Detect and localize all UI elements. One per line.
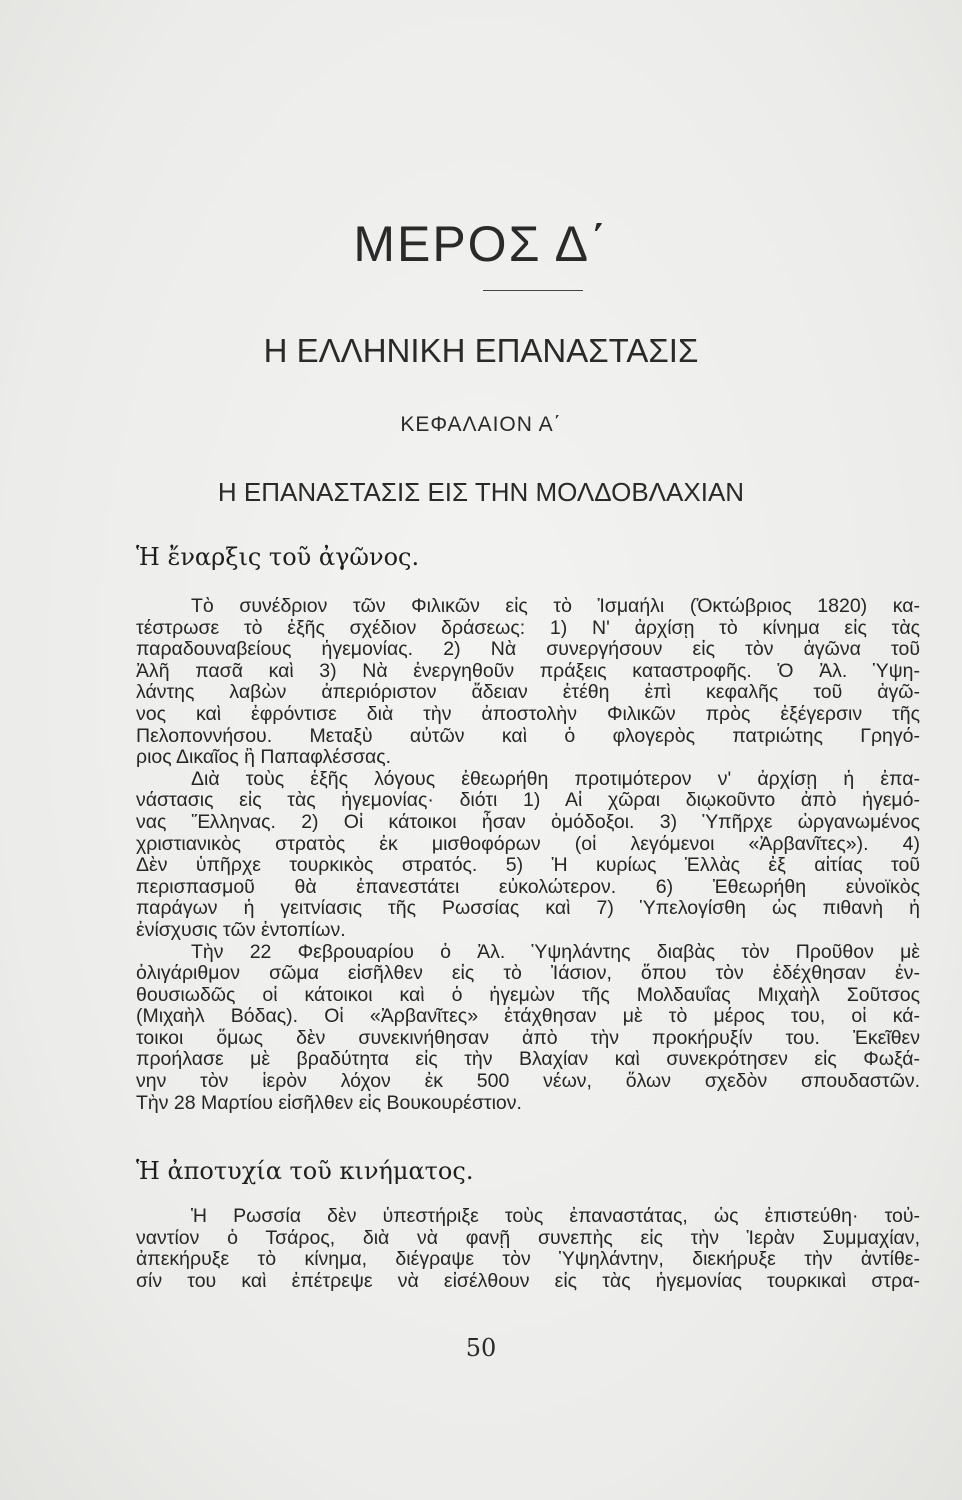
text-line: ριος Δικαῖος ἢ Παπαφλέσσας. <box>136 746 392 769</box>
text-line: Τὴν 28 Μαρτίου εἰσῆλθεν εἰς Βουκουρέστιον. <box>136 1091 522 1114</box>
revolution-title: Η ΕΛΛΗΝΙΚΗ ΕΠΑΝΑΣΤΑΣΙΣ <box>263 332 699 369</box>
text-line: ναντίον ὁ Τσάρος, διὰ νὰ φανῇ συνεπὴς εἰς τὴν Ἱερὰν Συμμαχίαν, <box>136 1226 920 1249</box>
section-heading-start-of-struggle: Ἡ ἔναρξις τοῦ ἀγῶνος. <box>136 543 420 571</box>
section-body-failure-of-movement <box>136 1206 920 1292</box>
text-line: λάντης λαβὼν ἀπεριόριστον ἄδειαν ἐτέθη ἐπὶ κεφαλῆς τοῦ ἀγῶ- <box>136 681 920 704</box>
text-line: Ἀλῆ πασᾶ καὶ 3) Νὰ ἐνεργηθοῦν πράξεις καταστροφῆς. Ὁ Ἀλ. Ὑψη- <box>136 659 920 682</box>
text-line: (Μιχαὴλ Βόδας). Οἱ «Ἀρβανῖτες» ἐτάχθησαν μὲ τὸ μέρος του, οἱ κά- <box>136 1005 920 1028</box>
text-line: σίν του καὶ ἐπέτρεψε νὰ εἰσέλθουν εἰς τὰς ἡγεμονίας τουρκικαὶ στρα- <box>136 1269 920 1292</box>
text-line: χριστιανικὸς στρατὸς ἐκ μισθοφόρων (οἱ λεγόμενοι «Ἀρβανῖτες»). 4) <box>136 832 920 855</box>
text-line: νος καὶ ἐφρόντισε διὰ τὴν ἀποστολὴν Φιλικῶν πρὸς ἐξέγερσιν τῆς <box>136 702 920 725</box>
text-line: προήλασε μὲ βραδύτητα εἰς τὴν Βλαχίαν καὶ συνεκρότησεν εἰς Φωξά- <box>136 1048 920 1071</box>
text-line: νας Ἕλληνας. 2) Οἱ κάτοικοι ἦσαν ὁμόδοξοι. 3) Ὑπῆρχε ὠργανωμένος <box>136 810 920 833</box>
text-line: Τὸ συνέδριον τῶν Φιλικῶν εἰς τὸ Ἰσμαήλι (Ὀκτώβριος 1820) κα- <box>191 595 920 617</box>
text-line: νάστασις εἰς τὰς ἡγεμονίας· διότι 1) Αἱ χῶραι διῳκοῦντο ἀπὸ ἡγεμό- <box>136 789 920 812</box>
text-line: ὀλιγάριθμον σῶμα εἰσῆλθεν εἰς τὸ Ἰάσιον, ὅπου τὸν ἐδέχθησαν ἐν- <box>136 962 920 985</box>
text-line: Διὰ τοὺς ἑξῆς λόγους ἐθεωρήθη προτιμότερον ν' ἀρχίσῃ ἡ ἐπα- <box>191 767 920 790</box>
text-line: παράγων ἡ γειτνίασις τῆς Ρωσσίας καὶ 7) Ὑπελογίσθη ὡς πιθανὴ ἡ <box>136 897 920 920</box>
chapter-label: ΚΕΦΑΛΑΙΟΝ Α΄ <box>400 413 562 436</box>
text-line: ἀπεκήρυξε τὸ κίνημα, διέγραψε τὸν Ὑψηλάντην, διεκήρυξε τὴν ἀντίθε- <box>136 1248 920 1271</box>
title-divider <box>483 290 583 291</box>
chapter-title: Η ΕΠΑΝΑΣΤΑΣΙΣ ΕΙΣ ΤΗΝ ΜΟΛΔΟΒΛΑΧΙΑΝ <box>217 477 745 507</box>
text-line: ἐνίσχυσις τῶν ἐντοπίων. <box>136 918 346 941</box>
text-line: θουσιωδῶς οἱ κάτοικοι καὶ ὁ ἡγεμὼν τῆς Μολδαυΐας Μιχαὴλ Σοῦτσος <box>136 983 920 1006</box>
text-line: Ἡ Ρωσσία δὲν ὑπεστήριξε τοὺς ἐπαναστάτας, ὡς ἐπιστεύθη· τοὐ- <box>191 1205 920 1227</box>
text-line: περισπασμοῦ θὰ ἐπανεστάτει εὐκολώτερον. 6) Ἐθεωρήθη εὐνοϊκὸς <box>136 875 920 898</box>
section-body-start-of-struggle <box>136 596 920 1114</box>
page-number: 50 <box>465 1334 497 1362</box>
section-heading-failure-of-movement: Ἡ ἀποτυχία τοῦ κινήματος. <box>136 1157 474 1185</box>
part-title: ΜΕΡΟΣ Δ΄ <box>353 216 609 272</box>
text-line: Δὲν ὑπῆρχε τουρκικὸς στρατός. 5) Ἡ κυρίως Ἑλλὰς ἐξ αἰτίας τοῦ <box>136 854 920 877</box>
text-line: Πελοποννήσου. Μεταξὺ αὐτῶν καὶ ὁ φλογερὸς πατριώτης Γρηγό- <box>136 724 920 747</box>
text-line: τοικοι ὅμως δὲν συνεκινήθησαν ἀπὸ τὴν προκήρυξίν του. Ἐκεῖθεν <box>136 1026 920 1049</box>
text-line: τέστρωσε τὸ ἑξῆς σχέδιον δράσεως: 1) Ν' ἀρχίσῃ τὸ κίνημα εἰς τὰς <box>136 616 920 639</box>
text-line: νην τὸν ἱερὸν λόχον ἐκ 500 νέων, ὅλων σχεδὸν σπουδαστῶν. <box>136 1070 920 1093</box>
text-line: Τὴν 22 Φεβρουαρίου ὁ Ἀλ. Ὑψηλάντης διαβὰς τὸν Προῦθον μὲ <box>191 940 920 963</box>
text-line: παραδουναβείους ἡγεμονίας. 2) Νὰ συνεργήσουν εἰς τὸν ἀγῶνα τοῦ <box>136 638 920 661</box>
